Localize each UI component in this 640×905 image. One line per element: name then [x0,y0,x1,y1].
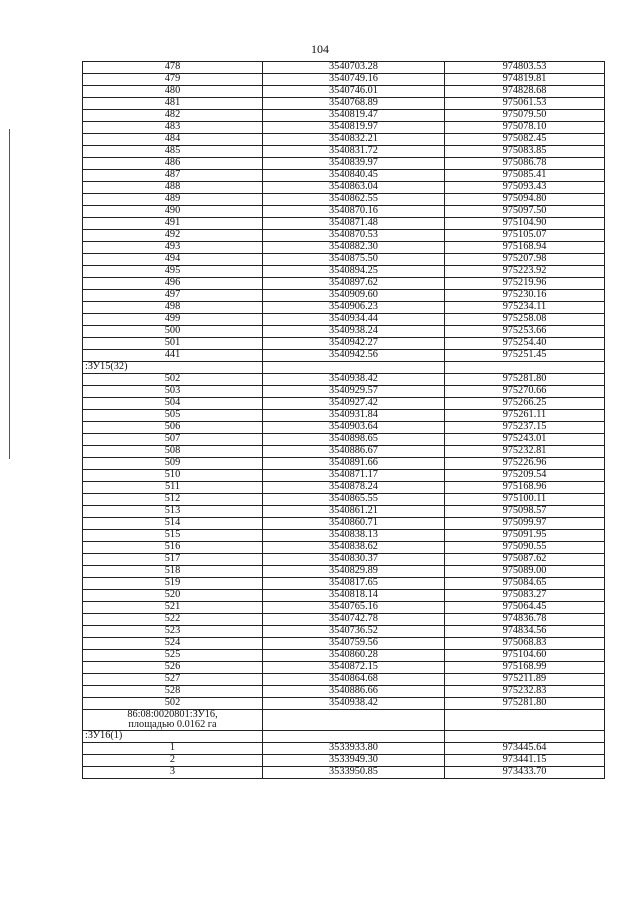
y-coordinate-cell: 975266.25 [445,398,605,410]
point-number-cell: 482 [83,110,263,122]
empty-cell [445,731,605,743]
point-number-cell: 516 [83,542,263,554]
point-number-cell: 512 [83,494,263,506]
point-number-cell: 496 [83,278,263,290]
y-coordinate-cell: 975082.45 [445,134,605,146]
point-number-cell: 507 [83,434,263,446]
x-coordinate-cell: 3540875.50 [263,254,445,266]
x-coordinate-cell: 3540736.52 [263,626,445,638]
y-coordinate-cell: 975281.80 [445,374,605,386]
y-coordinate-cell: 975061.53 [445,98,605,110]
x-coordinate-cell: 3540898.65 [263,434,445,446]
point-number-cell: 480 [83,86,263,98]
x-coordinate-cell: 3540891.66 [263,458,445,470]
y-coordinate-cell: 973445.64 [445,743,605,755]
point-number-cell: 526 [83,662,263,674]
x-coordinate-cell: 3540871.17 [263,470,445,482]
x-coordinate-cell: 3540909.60 [263,290,445,302]
x-coordinate-cell: 3540938.42 [263,374,445,386]
x-coordinate-cell: 3540818.14 [263,590,445,602]
table-row [83,698,605,710]
y-coordinate-cell: 975097.50 [445,206,605,218]
section-label-row [83,710,605,731]
y-coordinate-cell: 975261.11 [445,410,605,422]
x-coordinate-cell: 3540863.04 [263,182,445,194]
x-coordinate-cell: 3540864.68 [263,674,445,686]
table-row [83,755,605,767]
point-number-cell: 510 [83,470,263,482]
y-coordinate-cell: 975211.89 [445,674,605,686]
point-number-cell: 524 [83,638,263,650]
point-number-cell: 500 [83,326,263,338]
y-coordinate-cell: 973441.15 [445,755,605,767]
table-row [83,206,605,218]
y-coordinate-cell: 975230.16 [445,290,605,302]
table-row [83,482,605,494]
scan-margin-line [9,129,10,459]
x-coordinate-cell: 3540830.37 [263,554,445,566]
table-row [83,98,605,110]
point-number-cell: 521 [83,602,263,614]
empty-cell [263,731,445,743]
point-number-cell: 489 [83,194,263,206]
x-coordinate-cell: 3540903.64 [263,422,445,434]
point-number-cell: 522 [83,614,263,626]
table-row [83,494,605,506]
x-coordinate-cell: 3540839.97 [263,158,445,170]
y-coordinate-cell: 975090.55 [445,542,605,554]
table-row [83,374,605,386]
point-number-cell: 519 [83,578,263,590]
point-number-cell: 2 [83,755,263,767]
point-number-cell: 502 [83,698,263,710]
y-coordinate-cell: 975079.50 [445,110,605,122]
x-coordinate-cell: 3540819.97 [263,122,445,134]
x-coordinate-cell: 3540878.24 [263,482,445,494]
point-number-cell: 517 [83,554,263,566]
table-row [83,662,605,674]
y-coordinate-cell: 975105.07 [445,230,605,242]
table-row [83,602,605,614]
x-coordinate-cell: 3540931.84 [263,410,445,422]
point-number-cell: 487 [83,170,263,182]
point-number-cell: 492 [83,230,263,242]
y-coordinate-cell: 975223.92 [445,266,605,278]
table-row [83,578,605,590]
y-coordinate-cell: 975251.45 [445,350,605,362]
table-row [83,74,605,86]
point-number-cell: 490 [83,206,263,218]
x-coordinate-cell: 3540768.89 [263,98,445,110]
table-row [83,242,605,254]
point-number-cell: 488 [83,182,263,194]
table-row [83,110,605,122]
y-coordinate-cell: 975078.10 [445,122,605,134]
x-coordinate-cell: 3540870.53 [263,230,445,242]
table-row [83,62,605,74]
y-coordinate-cell: 975253.66 [445,326,605,338]
point-number-cell: 502 [83,374,263,386]
x-coordinate-cell: 3540838.62 [263,542,445,554]
x-coordinate-cell: 3533933.80 [263,743,445,755]
point-number-cell: 479 [83,74,263,86]
section-label-row [83,362,605,374]
x-coordinate-cell: 3540860.28 [263,650,445,662]
empty-cell [445,362,605,374]
point-number-cell: 491 [83,218,263,230]
x-coordinate-cell: 3540759.56 [263,638,445,650]
point-number-cell: 494 [83,254,263,266]
point-number-cell: 509 [83,458,263,470]
table-row [83,182,605,194]
y-coordinate-cell: 975087.62 [445,554,605,566]
x-coordinate-cell: 3540906.23 [263,302,445,314]
x-coordinate-cell: 3540765.16 [263,602,445,614]
point-number-cell: 441 [83,350,263,362]
x-coordinate-cell: 3540942.56 [263,350,445,362]
x-coordinate-cell: 3540894.25 [263,266,445,278]
parcel-label-cell [83,710,263,731]
point-number-cell: 499 [83,314,263,326]
table-row [83,266,605,278]
point-number-cell: 1 [83,743,263,755]
y-coordinate-cell: 975098.57 [445,506,605,518]
point-number-cell: 528 [83,686,263,698]
table-row [83,350,605,362]
y-coordinate-cell: 975168.99 [445,662,605,674]
y-coordinate-cell: 975254.40 [445,338,605,350]
parcel-label-line: площадью 0.0162 га [128,719,217,730]
x-coordinate-cell: 3540934.44 [263,314,445,326]
x-coordinate-cell: 3540871.48 [263,218,445,230]
empty-cell [263,362,445,374]
table-row [83,302,605,314]
table-row [83,194,605,206]
table-row [83,506,605,518]
point-number-cell: 514 [83,518,263,530]
y-coordinate-cell: 975084.65 [445,578,605,590]
page-number: 104 [311,42,329,56]
y-coordinate-cell: 973433.70 [445,767,605,779]
point-number-cell: 501 [83,338,263,350]
y-coordinate-cell: 975094.80 [445,194,605,206]
y-coordinate-cell: 975083.85 [445,146,605,158]
point-number-cell: 486 [83,158,263,170]
table-row [83,338,605,350]
table-row [83,170,605,182]
y-coordinate-cell: 975068.83 [445,638,605,650]
table-row [83,446,605,458]
x-coordinate-cell: 3540860.71 [263,518,445,530]
x-coordinate-cell: 3540882.30 [263,242,445,254]
table-row [83,674,605,686]
table-row [83,650,605,662]
x-coordinate-cell: 3540831.72 [263,146,445,158]
point-number-cell: 505 [83,410,263,422]
table-row [83,638,605,650]
coordinates-table [82,61,605,779]
table-row [83,158,605,170]
table-row [83,542,605,554]
y-coordinate-cell: 975207.98 [445,254,605,266]
x-coordinate-cell: 3540862.55 [263,194,445,206]
table-row [83,554,605,566]
y-coordinate-cell: 975089.00 [445,566,605,578]
x-coordinate-cell: 3540703.28 [263,62,445,74]
x-coordinate-cell: 3540897.62 [263,278,445,290]
y-coordinate-cell: 975086.78 [445,158,605,170]
table-row [83,254,605,266]
x-coordinate-cell: 3533950.85 [263,767,445,779]
point-number-cell: 483 [83,122,263,134]
point-number-cell: 504 [83,398,263,410]
point-number-cell: 498 [83,302,263,314]
y-coordinate-cell: 975104.60 [445,650,605,662]
y-coordinate-cell: 974819.81 [445,74,605,86]
table-row [83,743,605,755]
table-row [83,686,605,698]
point-number-cell: 511 [83,482,263,494]
point-number-cell: 478 [83,62,263,74]
table-row [83,518,605,530]
table-row [83,434,605,446]
point-number-cell: 485 [83,146,263,158]
y-coordinate-cell: 975091.95 [445,530,605,542]
point-number-cell: 495 [83,266,263,278]
table-row [83,566,605,578]
table-row [83,218,605,230]
y-coordinate-cell: 974836.78 [445,614,605,626]
x-coordinate-cell: 3540817.65 [263,578,445,590]
parcel-label-line: 86:08:0020801:ЗУ16, [127,709,218,720]
y-coordinate-cell: 974803.53 [445,62,605,74]
y-coordinate-cell: 975243.01 [445,434,605,446]
x-coordinate-cell: 3540832.21 [263,134,445,146]
table-row [83,86,605,98]
y-coordinate-cell: 974834.56 [445,626,605,638]
y-coordinate-cell: 974828.68 [445,86,605,98]
y-coordinate-cell: 975234.11 [445,302,605,314]
point-number-cell: 497 [83,290,263,302]
table-row [83,410,605,422]
x-coordinate-cell: 3540942.27 [263,338,445,350]
y-coordinate-cell: 975168.96 [445,482,605,494]
table-row [83,530,605,542]
y-coordinate-cell: 975168.94 [445,242,605,254]
y-coordinate-cell: 975226.96 [445,458,605,470]
empty-cell [263,710,445,731]
table-row [83,626,605,638]
table-row [83,422,605,434]
x-coordinate-cell: 3540865.55 [263,494,445,506]
point-number-cell: 503 [83,386,263,398]
x-coordinate-cell: 3540819.47 [263,110,445,122]
y-coordinate-cell: 975232.83 [445,686,605,698]
y-coordinate-cell: 975258.08 [445,314,605,326]
y-coordinate-cell: 975219.96 [445,278,605,290]
y-coordinate-cell: 975093.43 [445,182,605,194]
x-coordinate-cell: 3540829.89 [263,566,445,578]
table-row [83,458,605,470]
section-label-cell: :ЗУ16(1) [83,731,263,743]
point-number-cell: 493 [83,242,263,254]
table-row [83,290,605,302]
empty-cell [445,710,605,731]
y-coordinate-cell: 975099.97 [445,518,605,530]
x-coordinate-cell: 3540938.42 [263,698,445,710]
y-coordinate-cell: 975100.11 [445,494,605,506]
table-row [83,386,605,398]
section-label-cell: :ЗУ15(32) [83,362,263,374]
point-number-cell: 513 [83,506,263,518]
y-coordinate-cell: 975209.54 [445,470,605,482]
table-row [83,278,605,290]
table-row [83,470,605,482]
table-row [83,146,605,158]
point-number-cell: 484 [83,134,263,146]
x-coordinate-cell: 3540886.66 [263,686,445,698]
point-number-cell: 481 [83,98,263,110]
table-row [83,398,605,410]
x-coordinate-cell: 3540749.16 [263,74,445,86]
table-row [83,122,605,134]
point-number-cell: 506 [83,422,263,434]
x-coordinate-cell: 3540872.15 [263,662,445,674]
x-coordinate-cell: 3540861.21 [263,506,445,518]
table-row [83,314,605,326]
point-number-cell: 523 [83,626,263,638]
point-number-cell: 515 [83,530,263,542]
y-coordinate-cell: 975232.81 [445,446,605,458]
point-number-cell: 520 [83,590,263,602]
y-coordinate-cell: 975064.45 [445,602,605,614]
y-coordinate-cell: 975281.80 [445,698,605,710]
table-row [83,767,605,779]
point-number-cell: 525 [83,650,263,662]
x-coordinate-cell: 3533949.30 [263,755,445,767]
x-coordinate-cell: 3540938.24 [263,326,445,338]
y-coordinate-cell: 975270.66 [445,386,605,398]
point-number-cell: 518 [83,566,263,578]
table-row [83,134,605,146]
x-coordinate-cell: 3540927.42 [263,398,445,410]
x-coordinate-cell: 3540746.01 [263,86,445,98]
section-label-row [83,731,605,743]
table-row [83,326,605,338]
x-coordinate-cell: 3540840.45 [263,170,445,182]
point-number-cell: 527 [83,674,263,686]
table-row [83,590,605,602]
x-coordinate-cell: 3540929.57 [263,386,445,398]
table-row [83,614,605,626]
y-coordinate-cell: 975237.15 [445,422,605,434]
x-coordinate-cell: 3540870.16 [263,206,445,218]
point-number-cell: 508 [83,446,263,458]
table-row [83,230,605,242]
y-coordinate-cell: 975083.27 [445,590,605,602]
y-coordinate-cell: 975104.90 [445,218,605,230]
x-coordinate-cell: 3540838.13 [263,530,445,542]
x-coordinate-cell: 3540886.67 [263,446,445,458]
x-coordinate-cell: 3540742.78 [263,614,445,626]
point-number-cell: 3 [83,767,263,779]
y-coordinate-cell: 975085.41 [445,170,605,182]
